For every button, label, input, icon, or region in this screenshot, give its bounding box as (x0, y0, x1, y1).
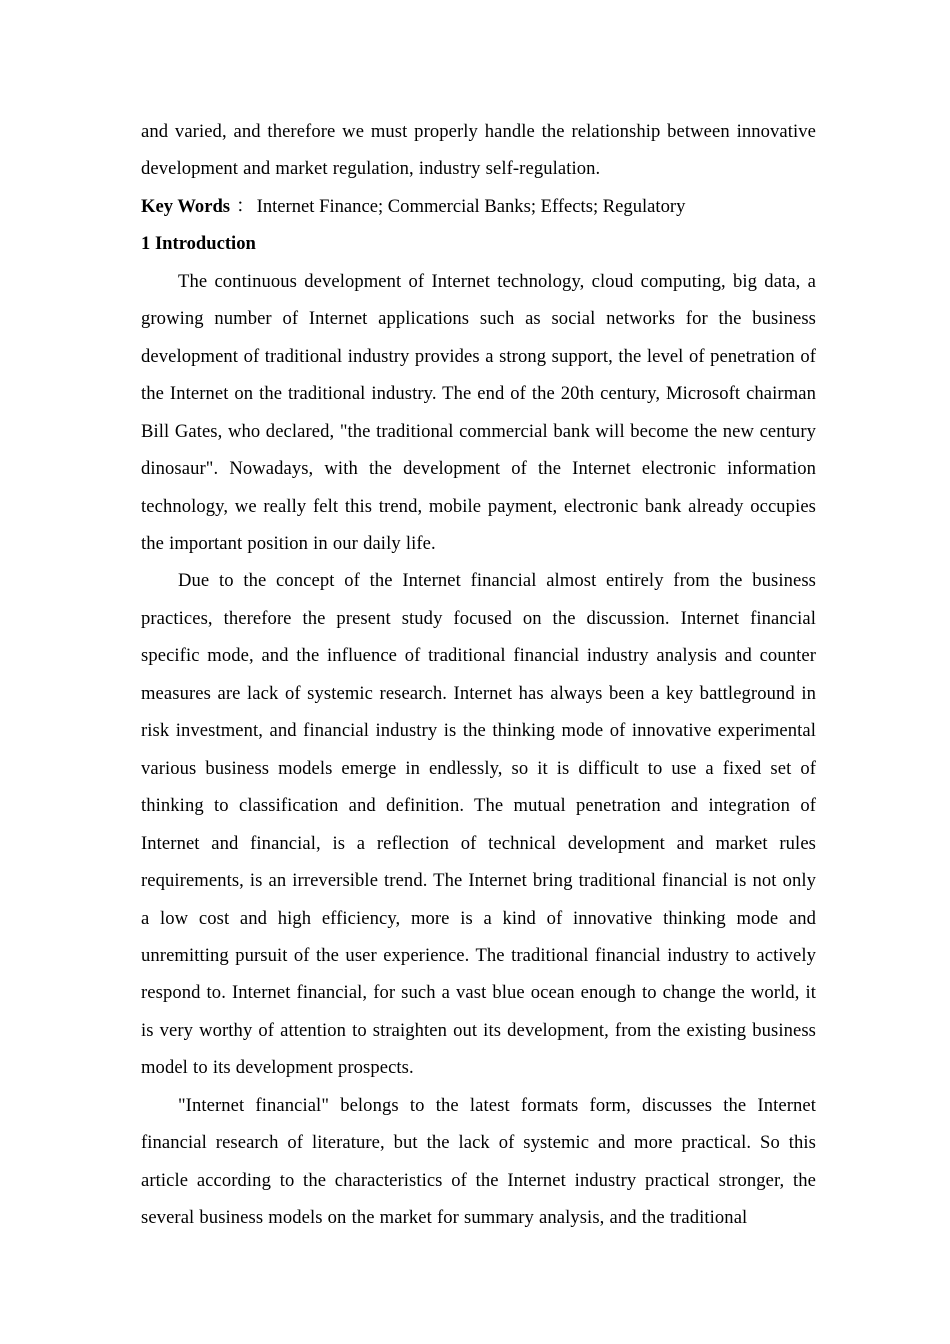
body-paragraph-3: "Internet financial" belongs to the latest formats form, discusses the Internet financial research of literature, but the lack of systemic and more practical. So this article according to the characteristics of the Internet industry practical stronger, the several business models on the market for summary analysis, and the traditional (141, 1094, 816, 1229)
body-paragraph-1: The continuous development of Internet technology, cloud computing, big data, a growing number of Internet applications such as social networks for the business development of traditional industry provides a strong support, the level of penetration of the Internet on the traditional industry. The end of the 20th century, Microsoft chairman Bill Gates, who declared, "the traditional commercial bank will become the new century dinosaur". Nowadays, with the development of the Internet electronic information technology, we really felt this trend, mobile payment, electronic bank already occupies the important position in our daily life. (141, 270, 816, 554)
body-paragraph-2: Due to the concept of the Internet financial almost entirely from the business practices, therefore the present study focused on the discussion. Internet financial specific mode, and the influence of traditional financial industry analysis and counter measures are lack of systemic research. Internet has always been a key battleground in risk investment, and financial industry is the thinking mode of innovative experimental various business models emerge in endlessly, so it is difficult to use a fixed set of thinking to classification and definition. The mutual penetration and integration of Internet and financial, is a reflection of technical development and market rules requirements, is an irreversible trend. The Internet bring traditional financial is not only a low cost and high efficiency, more is a kind of innovative thinking mode and unremitting pursuit of the user experience. The traditional financial industry to actively respond to. Internet financial, for such a vast blue ocean enough to change the world, it is very worthy of attention to straighten out its development, from the existing business model to its development prospects. (141, 570, 816, 1079)
keywords-value: Internet Finance; Commercial Banks; Effects; Regulatory (256, 195, 686, 217)
keywords-line (141, 188, 816, 225)
abstract-tail-paragraph: and varied, and therefore we must properly handle the relationship between innovative development and market regulation, industry self-regulation. (141, 121, 816, 180)
text-column (141, 113, 816, 1237)
keywords-label: Key Words (141, 195, 231, 217)
keywords-colon: ： (236, 195, 255, 217)
section-heading-introduction: 1 Introduction (141, 233, 256, 255)
